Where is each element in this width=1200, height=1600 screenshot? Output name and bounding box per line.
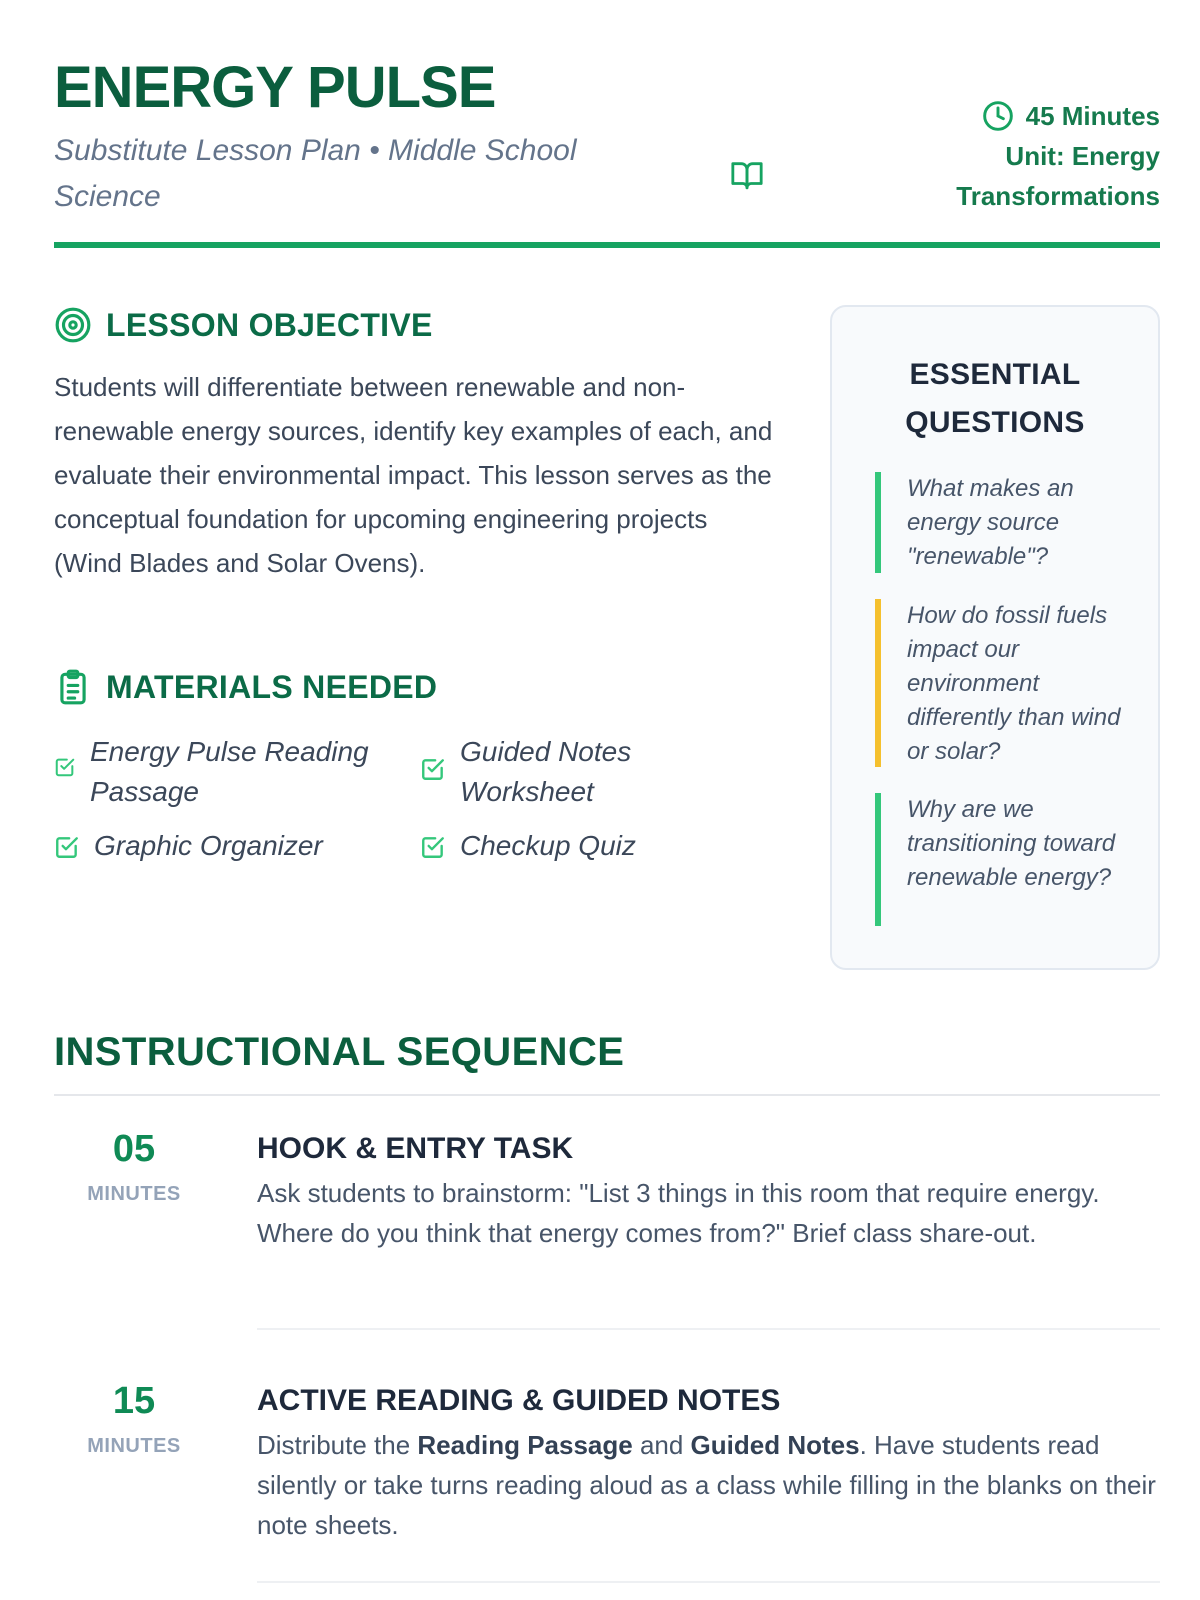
checkbox-checked-icon	[54, 834, 80, 860]
essential-question: How do fossil fuels impact our environment differently than wind or solar?	[875, 599, 1125, 767]
materials-heading	[54, 668, 437, 706]
step-desc-text: and	[632, 1430, 691, 1460]
materials-heading-label: MATERIALS NEEDED	[106, 668, 438, 705]
step-title: HOOK & ENTRY TASK	[257, 1132, 574, 1165]
step-desc-bold: Guided Notes	[690, 1430, 860, 1460]
step-minutes-unit: MINUTES	[87, 1183, 181, 1205]
objective-heading	[54, 306, 433, 344]
essential-questions-card	[830, 305, 1160, 970]
essential-question: What makes an energy source "renewable"?	[875, 472, 1125, 573]
material-label: Graphic Organizer	[94, 830, 323, 861]
step-title: ACTIVE READING & GUIDED NOTES	[257, 1384, 781, 1417]
clipboard-list-icon	[54, 668, 92, 706]
step-minutes-unit: MINUTES	[87, 1435, 181, 1457]
list-item	[54, 732, 384, 812]
lesson-unit: Unit: Energy Transformations	[956, 141, 1160, 211]
lesson-meta	[860, 96, 1160, 216]
divider	[54, 1094, 1160, 1096]
essential-questions-heading: ESSENTIAL QUESTIONS	[905, 358, 1085, 439]
page-header	[54, 56, 1160, 248]
step-desc-text: Distribute the	[257, 1430, 418, 1460]
page-subtitle: Substitute Lesson Plan • Middle School Science	[54, 134, 577, 213]
essential-question: Why are we transitioning toward renewable energy?	[875, 793, 1125, 926]
clock-icon	[982, 100, 1014, 132]
material-label: Guided Notes Worksheet	[460, 736, 632, 807]
checkbox-checked-icon	[420, 756, 446, 782]
checkbox-checked-icon	[420, 834, 446, 860]
step-desc-text: . Have students read silently or take turns reading aloud as a class while filling in the blanks on their note sheets.	[257, 1430, 1156, 1540]
objective-heading-label: LESSON OBJECTIVE	[106, 306, 433, 343]
page-title: ENERGY PULSE	[54, 55, 496, 120]
lesson-duration: 45 Minutes	[1025, 101, 1160, 131]
divider	[257, 1328, 1160, 1330]
checkbox-checked-icon	[54, 756, 76, 778]
list-item	[420, 826, 740, 866]
material-label: Checkup Quiz	[460, 830, 636, 861]
step-minutes: 05	[112, 1128, 156, 1170]
divider	[257, 1581, 1160, 1583]
material-label: Energy Pulse Reading Passage	[90, 736, 369, 807]
step-description	[257, 1425, 1157, 1545]
objective-text: Students will differentiate between renewable and non-renewable energy sources, identify key examples of each, and evaluate their environmental impact. This lesson serves as the conceptual foundation for upcoming engineering projects (Wind Blades and Solar Ovens).	[54, 372, 773, 578]
step-minutes: 15	[112, 1380, 156, 1422]
step-description: Ask students to brainstorm: "List 3 things in this room that require energy. Where do you think that energy comes from?" Brief class share-out.	[257, 1178, 1100, 1248]
sequence-heading: INSTRUCTIONAL SEQUENCE	[54, 1030, 625, 1074]
target-icon	[54, 306, 92, 344]
list-item	[420, 732, 740, 812]
step-desc-bold: Reading Passage	[417, 1430, 633, 1460]
book-open-icon	[730, 158, 764, 192]
list-item	[54, 826, 384, 866]
